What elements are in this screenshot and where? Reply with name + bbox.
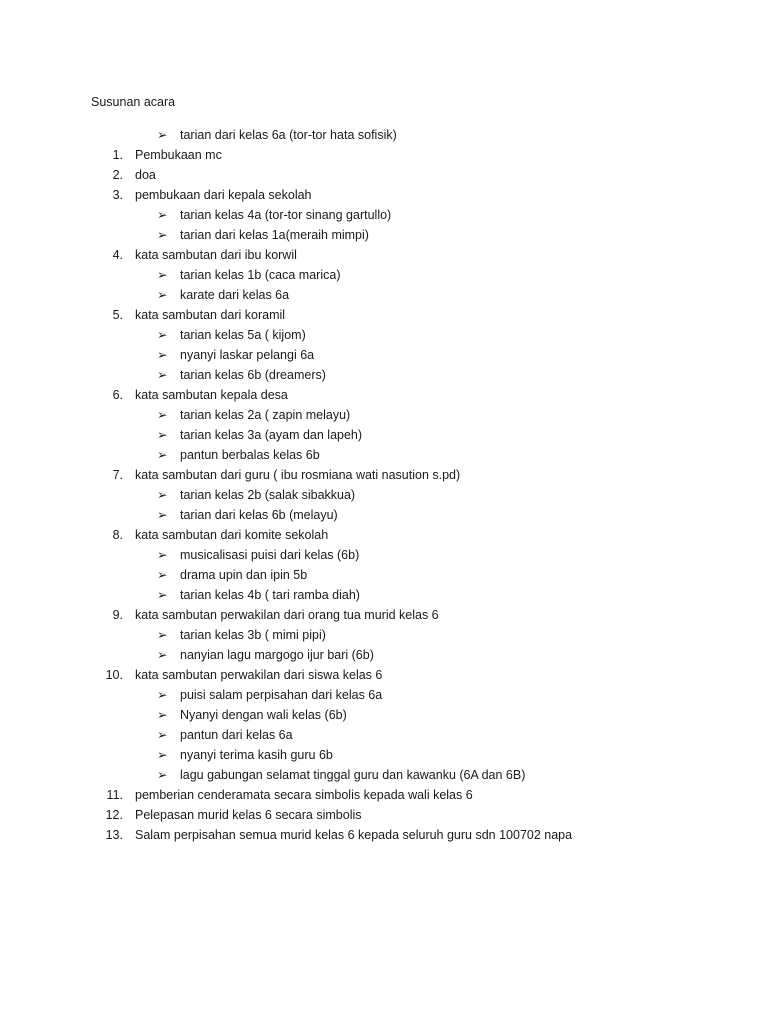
bullet-item: [0, 545, 768, 565]
bullet-text: pantun berbalas kelas 6b: [180, 448, 320, 462]
item-number: 10.: [105, 668, 123, 682]
numbered-item: [0, 805, 768, 825]
bullet-item: [0, 365, 768, 385]
bullet-text: tarian kelas 6b (dreamers): [180, 368, 326, 382]
bullet-item: [0, 205, 768, 225]
item-text: kata sambutan dari ibu korwil: [135, 248, 297, 262]
arrow-bullet-icon: ➢: [157, 708, 168, 722]
bullet-item: [0, 265, 768, 285]
bullet-item: [0, 345, 768, 365]
bullet-text: puisi salam perpisahan dari kelas 6a: [180, 688, 383, 702]
arrow-bullet-icon: ➢: [157, 208, 168, 222]
item-text: pembukaan dari kepala sekolah: [135, 188, 312, 202]
bullet-text: tarian dari kelas 1a(meraih mimpi): [180, 228, 369, 242]
item-number: 5.: [112, 308, 123, 322]
item-text: kata sambutan perwakilan dari siswa kelas 6: [135, 668, 383, 682]
bullet-text: tarian kelas 2b (salak sibakkua): [180, 488, 356, 502]
bullet-text: tarian kelas 3b ( mimi pipi): [180, 628, 326, 642]
arrow-bullet-icon: ➢: [157, 428, 168, 442]
bullet-item: [0, 725, 768, 745]
arrow-bullet-icon: ➢: [157, 568, 168, 582]
bullet-text: nanyian lagu margogo ijur bari (6b): [180, 648, 374, 662]
bullet-item: [0, 685, 768, 705]
bullet-item: [0, 285, 768, 305]
bullet-text: tarian kelas 4b ( tari ramba diah): [180, 588, 360, 602]
item-text: pemberian cenderamata secara simbolis kepada wali kelas 6: [135, 788, 473, 802]
arrow-bullet-icon: ➢: [157, 548, 168, 562]
bullet-text: tarian kelas 3a (ayam dan lapeh): [180, 428, 363, 442]
bullet-text: karate dari kelas 6a: [180, 288, 290, 302]
numbered-item: [0, 665, 768, 685]
arrow-bullet-icon: ➢: [157, 588, 168, 602]
bullet-item: [0, 705, 768, 725]
item-text: kata sambutan kepala desa: [135, 388, 288, 402]
arrow-bullet-icon: ➢: [157, 328, 168, 342]
bullet-item: [0, 565, 768, 585]
numbered-item: [0, 385, 768, 405]
arrow-bullet-icon: ➢: [157, 448, 168, 462]
arrow-bullet-icon: ➢: [157, 288, 168, 302]
bullet-item: [0, 765, 768, 785]
numbered-item: [0, 785, 768, 805]
arrow-bullet-icon: ➢: [157, 768, 168, 782]
bullet-item: [0, 745, 768, 765]
arrow-bullet-icon: ➢: [157, 688, 168, 702]
bullet-item: [0, 585, 768, 605]
item-number: 8.: [112, 528, 123, 542]
bullet-item: [0, 325, 768, 345]
arrow-bullet-icon: ➢: [157, 408, 168, 422]
agenda-list: [0, 125, 768, 845]
numbered-item: [0, 525, 768, 545]
bullet-text: tarian kelas 2a ( zapin melayu): [180, 408, 351, 422]
numbered-item: [0, 165, 768, 185]
numbered-item: [0, 825, 768, 845]
bullet-item: [0, 225, 768, 245]
bullet-text: lagu gabungan selamat tinggal guru dan kawanku (6A dan 6B): [180, 768, 526, 782]
item-text: Salam perpisahan semua murid kelas 6 kepada seluruh guru sdn 100702 napa: [135, 828, 573, 842]
arrow-bullet-icon: ➢: [157, 508, 168, 522]
numbered-item: [0, 305, 768, 325]
bullet-text: Nyanyi dengan wali kelas (6b): [180, 708, 347, 722]
bullet-text: tarian kelas 4a (tor-tor sinang gartullo): [180, 208, 392, 222]
bullet-item: [0, 625, 768, 645]
bullet-text: tarian dari kelas 6a (tor-tor hata sofisik): [180, 128, 397, 142]
bullet-text: tarian dari kelas 6b (melayu): [180, 508, 338, 522]
arrow-bullet-icon: ➢: [157, 368, 168, 382]
bullet-text: nyanyi terima kasih guru 6b: [180, 748, 333, 762]
item-number: 6.: [112, 388, 123, 402]
item-number: 7.: [112, 468, 123, 482]
arrow-bullet-icon: ➢: [157, 488, 168, 502]
item-text: kata sambutan dari guru ( ibu rosmiana wati nasution s.pd): [135, 468, 461, 482]
bullet-text: musicalisasi puisi dari kelas (6b): [180, 548, 360, 562]
arrow-bullet-icon: ➢: [157, 228, 168, 242]
bullet-text: nyanyi laskar pelangi 6a: [180, 348, 315, 362]
arrow-bullet-icon: ➢: [157, 128, 168, 142]
arrow-bullet-icon: ➢: [157, 268, 168, 282]
document-title: Susunan acara: [91, 95, 176, 109]
bullet-item: [0, 445, 768, 465]
bullet-item: [0, 125, 768, 145]
numbered-item: [0, 245, 768, 265]
bullet-item: [0, 425, 768, 445]
bullet-text: tarian kelas 5a ( kijom): [180, 328, 306, 342]
arrow-bullet-icon: ➢: [157, 748, 168, 762]
numbered-item: [0, 465, 768, 485]
item-number: 4.: [112, 248, 123, 262]
item-text: Pembukaan mc: [135, 148, 222, 162]
bullet-item: [0, 405, 768, 425]
item-text: kata sambutan dari koramil: [135, 308, 286, 322]
item-text: doa: [135, 168, 156, 182]
item-number: 11.: [106, 788, 123, 802]
bullet-item: [0, 505, 768, 525]
arrow-bullet-icon: ➢: [157, 628, 168, 642]
item-text: kata sambutan dari komite sekolah: [135, 528, 329, 542]
item-text: kata sambutan perwakilan dari orang tua murid kelas 6: [135, 608, 439, 622]
item-number: 9.: [112, 608, 123, 622]
arrow-bullet-icon: ➢: [157, 728, 168, 742]
bullet-text: tarian kelas 1b (caca marica): [180, 268, 341, 282]
bullet-text: pantun dari kelas 6a: [180, 728, 293, 742]
bullet-text: drama upin dan ipin 5b: [180, 568, 308, 582]
item-text: Pelepasan murid kelas 6 secara simbolis: [135, 808, 362, 822]
bullet-item: [0, 645, 768, 665]
numbered-item: [0, 185, 768, 205]
numbered-item: [0, 605, 768, 625]
arrow-bullet-icon: ➢: [157, 648, 168, 662]
item-number: 13.: [105, 828, 123, 842]
item-number: 2.: [112, 168, 123, 182]
bullet-item: [0, 485, 768, 505]
item-number: 3.: [112, 188, 123, 202]
item-number: 1.: [112, 148, 123, 162]
arrow-bullet-icon: ➢: [157, 348, 168, 362]
item-number: 12.: [105, 808, 123, 822]
numbered-item: [0, 145, 768, 165]
